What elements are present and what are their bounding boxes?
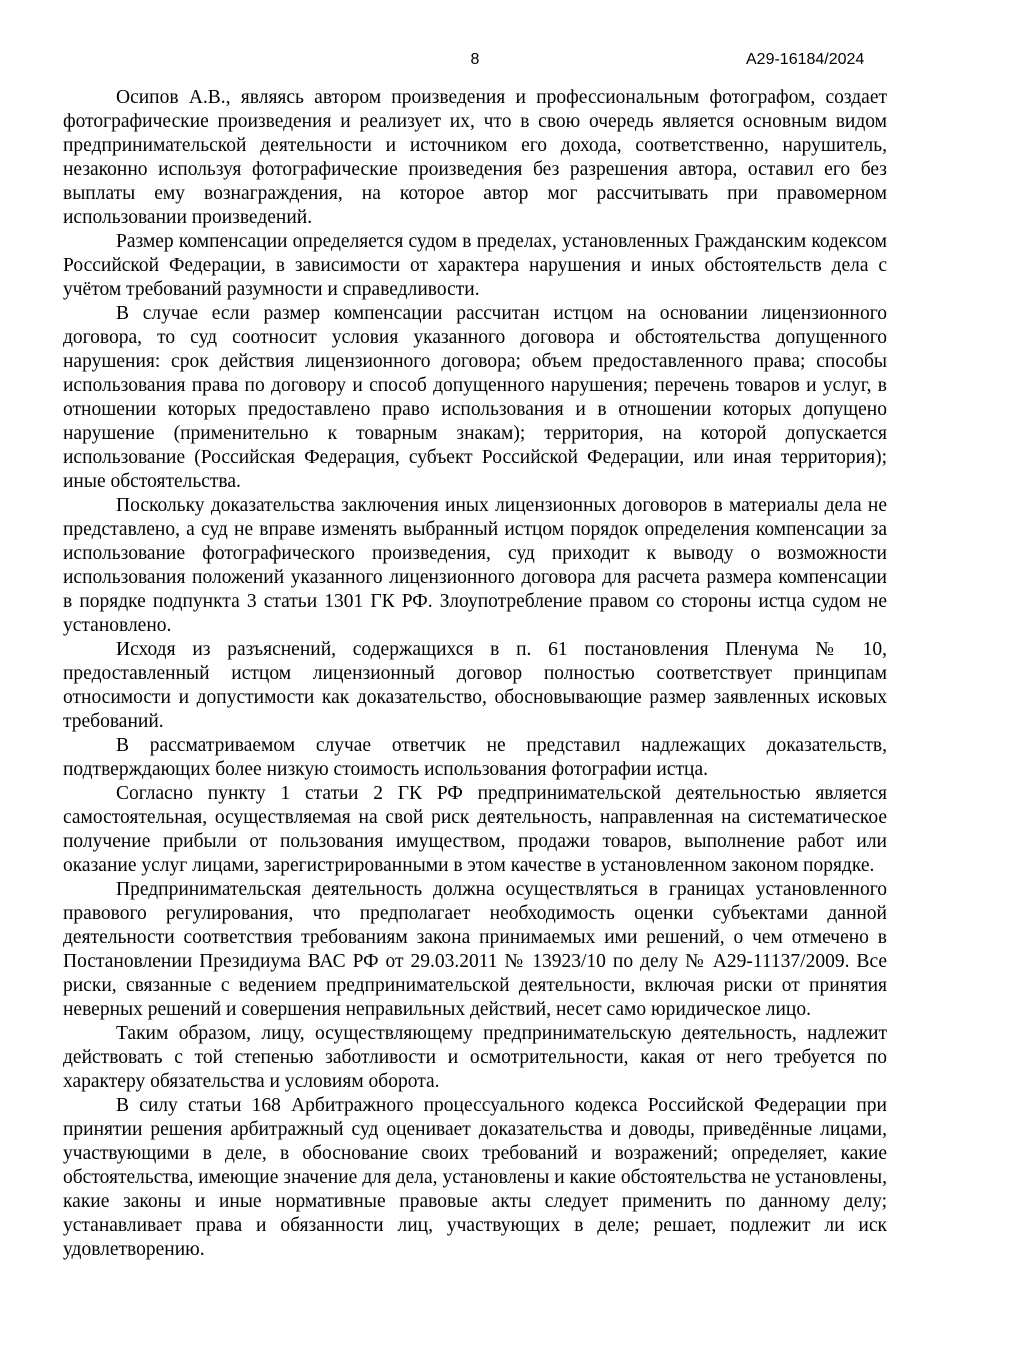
paragraph: В силу статьи 168 Арбитражного процессуального кодекса Российской Федерации при принятии решения арбитражный суд оценивает доказательства и доводы, приведённые лицами, участвующими в деле, в обоснование своих требований и возражений; определяет, какие обстоятельства, имеющие значение для дела, установлены и какие обстоятельства не установлены, какие законы и иные нормативные правовые акты следует применить по данному делу; устанавливает права и обязанности лиц, участвующих в деле; решает, подлежит ли иск удовлетворению. — [63, 1095, 887, 1260]
paragraph: Размер компенсации определяется судом в пределах, установленных Гражданским кодексом Российской Федерации, в зависимости от характера нарушения и иных обстоятельств дела с учётом требований разумности и справедливости. — [63, 231, 887, 300]
page-header — [63, 52, 887, 72]
paragraph: Согласно пункту 1 статьи 2 ГК РФ предпринимательской деятельностью является самостоятельная, осуществляемая на свой риск деятельность, направленная на систематическое получение прибыли от пользования имуществом, продажи товаров, выполнение работ или оказание услуг лицами, зарегистрированными в этом качестве в установленном законом порядке. — [63, 783, 887, 876]
paragraph: В случае если размер компенсации рассчитан истцом на основании лицензионного договора, то суд соотносит условия указанного договора и обстоятельства допущенного нарушения: срок действия лицензионного договора; объем предоставленного права; способы использования права по договору и способ допущенного нарушения; перечень товаров и услуг, в отношении которых предоставлено право использования и в отношении которых допущено нарушение (применительно к товарным знакам); территория, на которой допускается использование (Российская Федерация, субъект Российской Федерации, или иная территория); иные обстоятельства. — [63, 303, 887, 492]
document-body — [63, 86, 887, 1262]
paragraph: Таким образом, лицу, осуществляющему предпринимательскую деятельность, надлежит действовать с той степенью заботливости и осмотрительности, какая от него требуется по характеру обязательства и условиям оборота. — [63, 1023, 887, 1092]
paragraph: Осипов А.В., являясь автором произведения и профессиональным фотографом, создает фотографические произведения и реализует их, что в свою очередь является основным видом предпринимательской деятельности и источником его дохода, соответственно, нарушитель, незаконно используя фотографические произведения без разрешения автора, оставил его без выплаты ему вознаграждения, на которое автор мог рассчитывать при правомерном использовании произведений. — [63, 87, 887, 228]
paragraph: Поскольку доказательства заключения иных лицензионных договоров в материалы дела не представлено, а суд не вправе изменять выбранный истцом порядок определения компенсации за использование фотографического произведения, суд приходит к выводу о возможности использования положений указанного лицензионного договора для расчета размера компенсации в порядке подпункта 3 статьи 1301 ГК РФ. Злоупотребление правом со стороны истца судом не установлено. — [63, 495, 887, 636]
paragraph: Предпринимательская деятельность должна осуществляться в границах установленного правового регулирования, что предполагает необходимость оценки субъектами данной деятельности соответствия требованиям закона принимаемых ими решений, о чем отмечено в Постановлении Президиума ВАС РФ от 29.03.2011 № 13923/10 по делу № А29-11137/2009. Все риски, связанные с ведением предпринимательской деятельности, включая риски от принятия неверных решений и совершения неправильных действий, несет само юридическое лицо. — [63, 879, 887, 1020]
page-number: 8 — [470, 51, 480, 68]
paragraph: В рассматриваемом случае ответчик не представил надлежащих доказательств, подтверждающих более низкую стоимость использования фотографии истца. — [63, 735, 887, 780]
paragraph: Исходя из разъяснений, содержащихся в п. 61 постановления Пленума № 10, предоставленный истцом лицензионный договор полностью соответствует принципам относимости и допустимости как доказательство, обосновывающие размер заявленных исковых требований. — [63, 639, 887, 732]
case-number: А29-16184/2024 — [746, 51, 865, 68]
